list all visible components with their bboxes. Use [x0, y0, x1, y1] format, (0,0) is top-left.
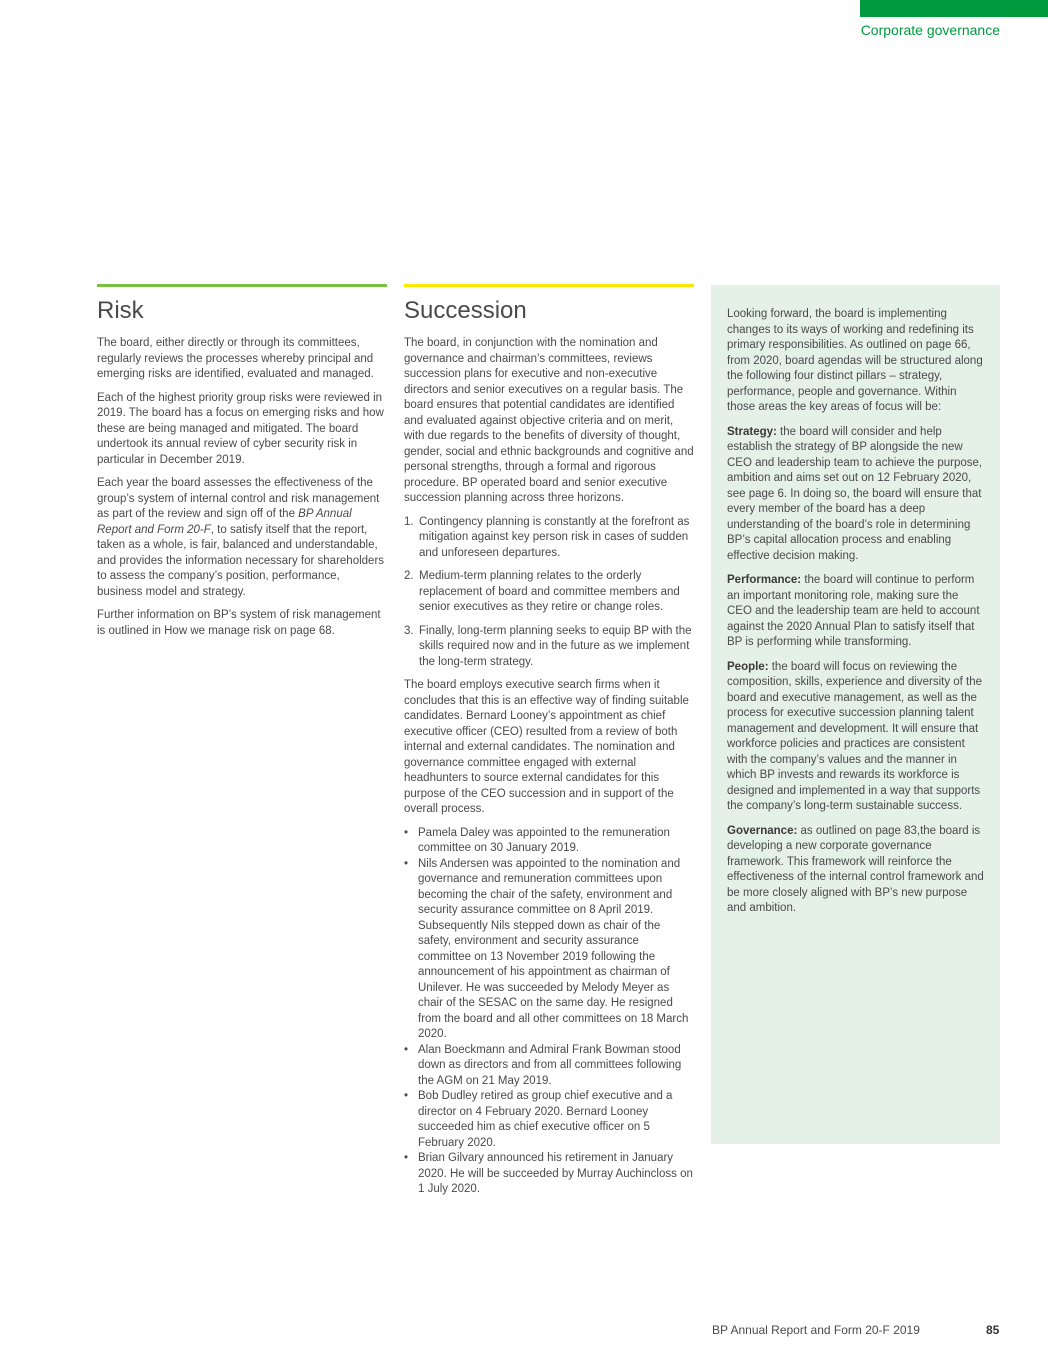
horizon-text: Finally, long-term planning seeks to equip BP with the skills required now and in the future as we implement the long-term strategy.	[419, 624, 692, 668]
search-firms-paragraph: The board employs executive search firms when it concludes that this is an effective way of finding suitable candidates. Bernard Looney’s appointment as chief executive officer (CEO) resulted from a review of both internal and external candidates. The nomination and governance committee engaged with external headhunters to source external candidates for this purpose of the CEO succession and in support of the overall process.	[404, 679, 689, 815]
risk-column	[97, 284, 387, 647]
succession-rule	[404, 284, 694, 287]
pillar-text: the board will focus on reviewing the composition, skills, experience and diversity of the board and executive management, as well as the process for executive succession planning talent management and development. It will ensure that workforce policies and practices are consistent with the company’s values and the manner in which BP invests and rewards its workforce is designed and implemented in a way that supports the company’s long-term sustainable success.	[727, 660, 983, 812]
pillar-strategy	[727, 425, 984, 565]
pillar-label: People:	[727, 660, 769, 673]
board-change-item	[404, 1043, 694, 1090]
succession-intro: The board, in conjunction with the nomination and governance and chairman’s committees, reviews succession plans for executive and non-executive directors and senior executives on a regular basis. The board ensures that potential candidates are identified and evaluated against objective criteria and on merit, with due regards to the benefits of diversity of thought, gender, social and ethnic backgrounds and cognitive and personal strengths, through a formal and rigorous procedure. BP operated board and senior executive succession planning across three horizons.	[404, 337, 694, 504]
horizon-item	[404, 624, 694, 671]
risk-paragraph-3-end: , to satisfy itself that the report, taken as a whole, is fair, balanced and understandable, and provides the information necessary for shareholders to assess the company’s position, performance, business model and strategy.	[97, 523, 385, 598]
horizon-text: Medium-term planning relates to the orderly replacement of board and committee members and senior executives as they retire or change roles.	[419, 570, 680, 613]
bullet-icon: •	[404, 1043, 409, 1056]
horizon-number: 3.	[404, 624, 414, 637]
bullet-icon: •	[404, 1090, 409, 1102]
horizon-number: 2.	[404, 570, 414, 582]
board-change-text: Nils Andersen was appointed to the nomination and governance and remuneration committees upon becoming the chair of the safety, environment and security assurance committee on 8 April 2019. Subsequently Nils stepped down as chair of the safety, environment and security assurance committee on 13 November 2019 following the announcement of his appointment as chairman of Unilever. He was succeeded by Melody Meyer as chair of the SESAC on the same day. He resigned from the board and all other committees on 18 March 2020.	[418, 857, 689, 1040]
board-change-item	[404, 1151, 694, 1198]
board-change-text: Pamela Daley was appointed to the remuneration committee on 30 January 2019.	[418, 826, 670, 854]
page-number: 85	[986, 1323, 1000, 1337]
risk-heading: Risk	[97, 297, 144, 324]
risk-paragraph-2: Each of the highest priority group risks were reviewed in 2019. The board has a focus on emerging risks and how these are being managed and mitigated. The board undertook its annual review of cyber security risk in particular in December 2019.	[97, 391, 384, 466]
pillar-label: Performance:	[727, 574, 802, 586]
risk-paragraph-3	[97, 476, 387, 600]
board-change-item	[404, 826, 694, 857]
pillar-text: the board will consider and help establish the strategy of BP alongside the new CEO and leadership team to achieve the purpose, ambition and aims set out on 12 February 2020, see page 6. In doing so, the board will ensure that every member of the board has a deep understanding of the board’s role in determining BP’s capital allocation process and enabling effective decision making.	[727, 425, 983, 562]
bullet-icon: •	[404, 826, 409, 839]
succession-column	[404, 284, 694, 1198]
footer-report-title: BP Annual Report and Form 20-F 2019	[712, 1323, 920, 1337]
board-change-item	[404, 857, 694, 1043]
panel-intro: Looking forward, the board is implementing changes to its ways of working and redefining its primary responsibilities. As outlined on page 66, from 2020, board agendas will be structured along the following four distinct pillars – strategy, performance, people and governance. Within those areas the key areas of focus will be:	[727, 308, 983, 413]
pillar-people	[727, 660, 984, 815]
board-change-item	[404, 1089, 694, 1151]
horizon-item	[404, 515, 694, 562]
bullet-icon: •	[404, 857, 409, 870]
section-label: Corporate governance	[860, 22, 1000, 38]
board-change-text: Brian Gilvary announced his retirement in January 2020. He will be succeeded by Murray Auchincloss on 1 July 2020.	[418, 1152, 693, 1195]
pillar-text: the board will continue to perform an important monitoring role, making sure the CEO and the leadership team are held to account against the 2020 Annual Plan to satisfy itself that BP is performing while transforming.	[727, 574, 980, 648]
report-title-italic: BP Annual Report and Form 20-F	[97, 508, 352, 536]
risk-paragraph-4: Further information on BP’s system of risk management is outlined in How we manage risk on page 68.	[97, 609, 381, 637]
horizon-number: 1.	[404, 515, 414, 528]
horizon-text: Contingency planning is constantly at the forefront as mitigation against key person risk in cases of sudden and unforeseen departures.	[419, 515, 690, 559]
pillar-label: Strategy:	[727, 425, 777, 438]
looking-forward-panel	[711, 285, 1000, 1144]
pillar-performance	[727, 573, 984, 651]
risk-rule	[97, 284, 387, 287]
board-change-text: Bob Dudley retired as group chief executive and a director on 4 February 2020. Bernard Looney succeeded him as chief executive officer on 5 February 2020.	[418, 1090, 673, 1149]
pillar-label: Governance:	[727, 824, 798, 837]
risk-paragraph-3-start: Each year the board assesses the effectiveness of the group’s system of internal control and risk management as part of the review and sign off of the	[97, 477, 380, 520]
pillar-governance	[727, 824, 984, 917]
header-color-bar	[860, 0, 1048, 17]
pillar-text: as outlined on page 83,the board is developing a new corporate governance framework. This framework will reinforce the effectiveness of the internal control framework and be more closely aligned with BP’s new purpose and ambition.	[727, 824, 984, 914]
succession-heading: Succession	[404, 297, 527, 324]
risk-paragraph-1: The board, either directly or through its committees, regularly reviews the processes whereby principal and emerging risks are identified, evaluated and managed.	[97, 337, 374, 380]
bullet-icon: •	[404, 1152, 409, 1164]
board-change-text: Alan Boeckmann and Admiral Frank Bowman stood down as directors and from all committees following the AGM on 21 May 2019.	[418, 1043, 682, 1087]
horizon-item	[404, 569, 694, 616]
